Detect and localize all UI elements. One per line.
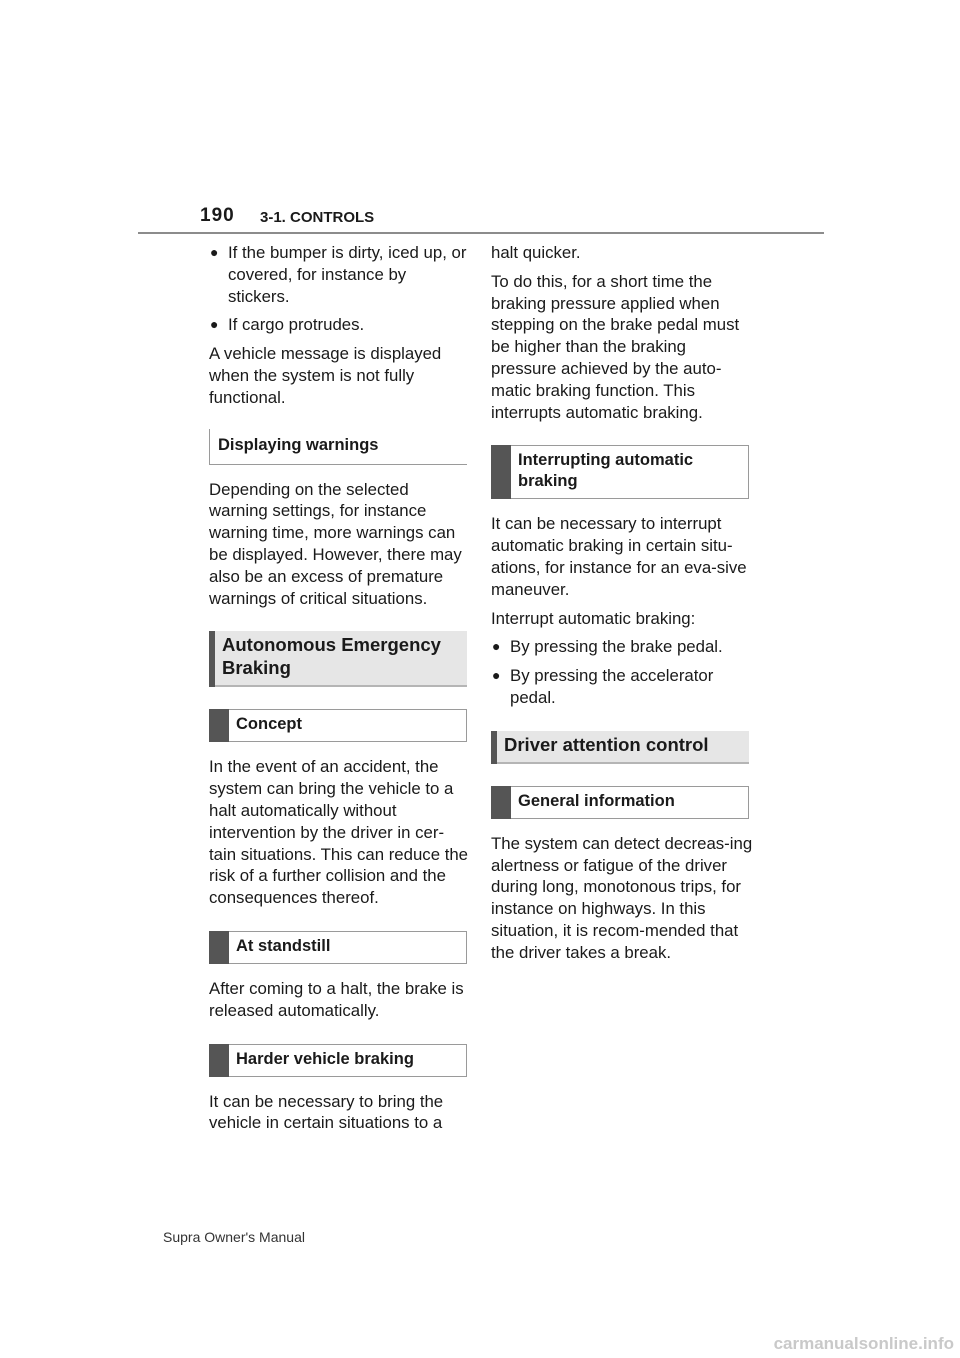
paragraph-interrupt: It can be necessary to interrupt automatic braking in certain situ-ations, for instance for an eva-sive maneuver.	[491, 514, 747, 599]
bullet-text: By pressing the brake pedal.	[510, 637, 723, 657]
heading-harder-text: Harder vehicle braking	[236, 1049, 414, 1068]
paragraph-interrupt-label: Interrupt automatic braking:	[491, 608, 696, 628]
page-number: 190	[200, 205, 235, 226]
heading-general-information	[491, 786, 749, 819]
paragraph-standstill: After coming to a halt, the brake is released automatically.	[209, 978, 464, 1020]
bullet-text: If the bumper is dirty, iced up, or covered, for instance by stickers.	[228, 243, 467, 306]
paragraph-harder-braking: It can be necessary to bring the vehicle in certain situations to a	[209, 1091, 444, 1133]
bullet-icon: ●	[210, 316, 219, 333]
header-rule	[138, 232, 824, 234]
bullet-text: If cargo protrudes.	[228, 315, 365, 335]
heading-aeb	[209, 631, 467, 687]
bullet-text: By pressing the accelerator pedal.	[510, 666, 714, 707]
page-header	[200, 205, 824, 235]
watermark: carmanualsonline.info	[773, 1334, 954, 1353]
heading-driver-attention	[491, 731, 749, 764]
heading-standstill	[209, 931, 467, 964]
heading-interrupting	[491, 445, 749, 499]
paragraph-halt: halt quicker.	[491, 243, 581, 262]
heading-general-text: General information	[518, 791, 675, 810]
bullet-item	[209, 242, 471, 307]
paragraph-braking-pressure: To do this, for a short time the braking pressure applied when stepping on the brake pedal must be higher than the braking pressure achieved by the auto-matic braking function. This interrupts automatic braking.	[491, 271, 740, 422]
heading-bar	[209, 709, 229, 742]
heading-harder-braking	[209, 1044, 467, 1077]
footer-text: Supra Owner's Manual	[163, 1229, 305, 1245]
bullet-icon: ●	[492, 667, 501, 684]
bullet-icon: ●	[210, 244, 219, 260]
heading-bar	[209, 631, 215, 687]
paragraph-general: The system can detect decreas-ing alertness or fatigue of the driver during long, monotonous trips, for instance on highways. In this situation, it is recom-mended that the driver takes a break.	[491, 833, 753, 962]
heading-bar	[491, 786, 511, 819]
section-label: 3-1. CONTROLS	[260, 209, 375, 226]
right-column	[491, 242, 753, 971]
paragraph-warnings: Depending on the selected warning settings, for instance warning time, more warnings can be displayed. However, there may also be an excess of premature warnings of critical situations.	[209, 479, 462, 608]
paragraph-vehicle-message: A vehicle message is displayed when the system is not fully functional.	[209, 344, 442, 407]
bullet-item	[209, 314, 471, 336]
heading-bar	[209, 931, 229, 964]
bullet-item	[491, 665, 753, 709]
heading-concept-text: Concept	[236, 715, 302, 734]
heading-bar	[491, 731, 497, 764]
bullet-icon: ●	[492, 638, 501, 655]
left-column	[209, 242, 471, 1141]
heading-interrupting-text: Interrupting automatic braking	[518, 451, 694, 491]
heading-bar	[209, 1044, 229, 1077]
heading-driver-attention-text: Driver attention control	[504, 733, 709, 755]
heading-bar	[491, 445, 511, 499]
heading-standstill-text: At standstill	[236, 936, 331, 955]
heading-displaying-warnings: Displaying warnings	[209, 429, 467, 465]
paragraph-concept: In the event of an accident, the system can bring the vehicle to a halt automatically without intervention by the driver in cer-tain situations. This can reduce the risk of a further collision and the consequences thereof.	[209, 757, 469, 908]
bullet-item	[491, 636, 753, 658]
heading-concept	[209, 709, 467, 742]
heading-aeb-text: Autonomous Emergency Braking	[222, 634, 441, 679]
